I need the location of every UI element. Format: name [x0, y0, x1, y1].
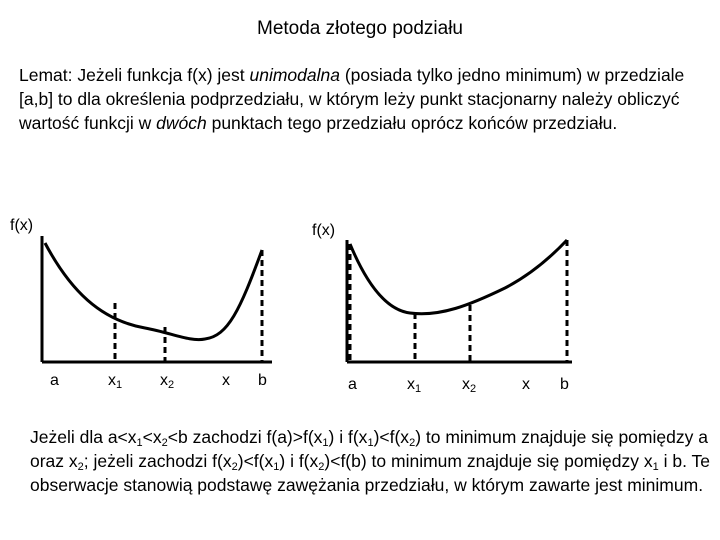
graph2-tick-b: b — [560, 376, 569, 393]
conclusion-sub: 2 — [318, 461, 325, 473]
graph2-tick-a: a — [348, 376, 357, 393]
graph2-tick-x1-base: x — [407, 376, 415, 393]
conclusion-text: <b zachodzi f(a)>f(x — [167, 427, 323, 447]
conclusion-sub: 2 — [409, 437, 416, 449]
conclusion-paragraph — [30, 425, 710, 497]
conclusion-text: )<f(x — [373, 427, 410, 447]
graph1-tick-x: x — [222, 372, 230, 389]
graph2-tick-x2-base: x — [462, 376, 470, 393]
conclusion-sub: 1 — [273, 461, 280, 473]
conclusion-sub: 1 — [322, 437, 329, 449]
conclusion-sub: 2 — [77, 461, 84, 473]
conclusion-text: ; jeżeli zachodzi f(x — [83, 451, 232, 471]
lemma-italic-unimodal: unimodalna — [249, 65, 340, 85]
conclusion-sub: 1 — [136, 437, 143, 449]
graph2-tick-x1-sub: 1 — [415, 383, 422, 395]
graph1-curve — [45, 243, 262, 340]
graph1-tick-x1 — [108, 372, 122, 390]
conclusion-text: ) i f(x — [328, 427, 368, 447]
graph1-tick-x2 — [160, 372, 174, 390]
graph1-tick-b: b — [258, 372, 267, 389]
graph2-ylabel: f(x) — [312, 222, 336, 239]
lemma-text-1: Lemat: Jeżeli funkcja f(x) jest — [19, 65, 250, 85]
lemma-text-2: (posiada tylko jedno minimum) w przedziale [a,b] to dla określenia podprzedziału, w którym leży punkt stacjonarny należy obliczyć wartość funkcji w — [19, 65, 685, 133]
graph2-tick-x: x — [522, 376, 530, 393]
conclusion-text: )<f(x — [237, 451, 274, 471]
lemma-italic-two: dwóch — [156, 113, 207, 133]
conclusion-sub: 2 — [161, 437, 168, 449]
graph1-tick-x2-base: x — [160, 372, 168, 389]
conclusion-sub: 1 — [367, 437, 374, 449]
graph2-curve — [350, 240, 567, 314]
conclusion-text: )<f(b) to minimum znajduje się pomiędzy x — [324, 451, 653, 471]
graph1-tick-a: a — [50, 372, 59, 389]
conclusion-text: <x — [142, 427, 162, 447]
conclusion-text: Jeżeli dla a<x — [30, 427, 137, 447]
conclusion-sub: 1 — [652, 461, 659, 473]
graph2-tick-x2-sub: 2 — [470, 383, 477, 395]
conclusion-text: i b. Te obserwacje stanowią podstawę zawężania przedziału, w którym zawarte jest minimum. — [30, 451, 711, 495]
graph1-ylabel: f(x) — [10, 217, 34, 234]
graph2-tick-x2 — [462, 376, 476, 394]
graph2-tick-x1 — [407, 376, 421, 394]
lemma-text-3: punktach tego przedziału oprócz końców przedziału. — [206, 113, 618, 133]
conclusion-sub: 2 — [231, 461, 238, 473]
slide-title: Metoda złotego podziału — [257, 18, 463, 39]
graph1-tick-x2-sub: 2 — [168, 379, 175, 391]
conclusion-text: ) to minimum znajduje się pomiędzy a oraz x — [30, 427, 708, 471]
conclusion-text: ) i f(x — [279, 451, 319, 471]
graph1-tick-x1-base: x — [108, 372, 116, 389]
graph1-tick-x1-sub: 1 — [116, 379, 123, 391]
